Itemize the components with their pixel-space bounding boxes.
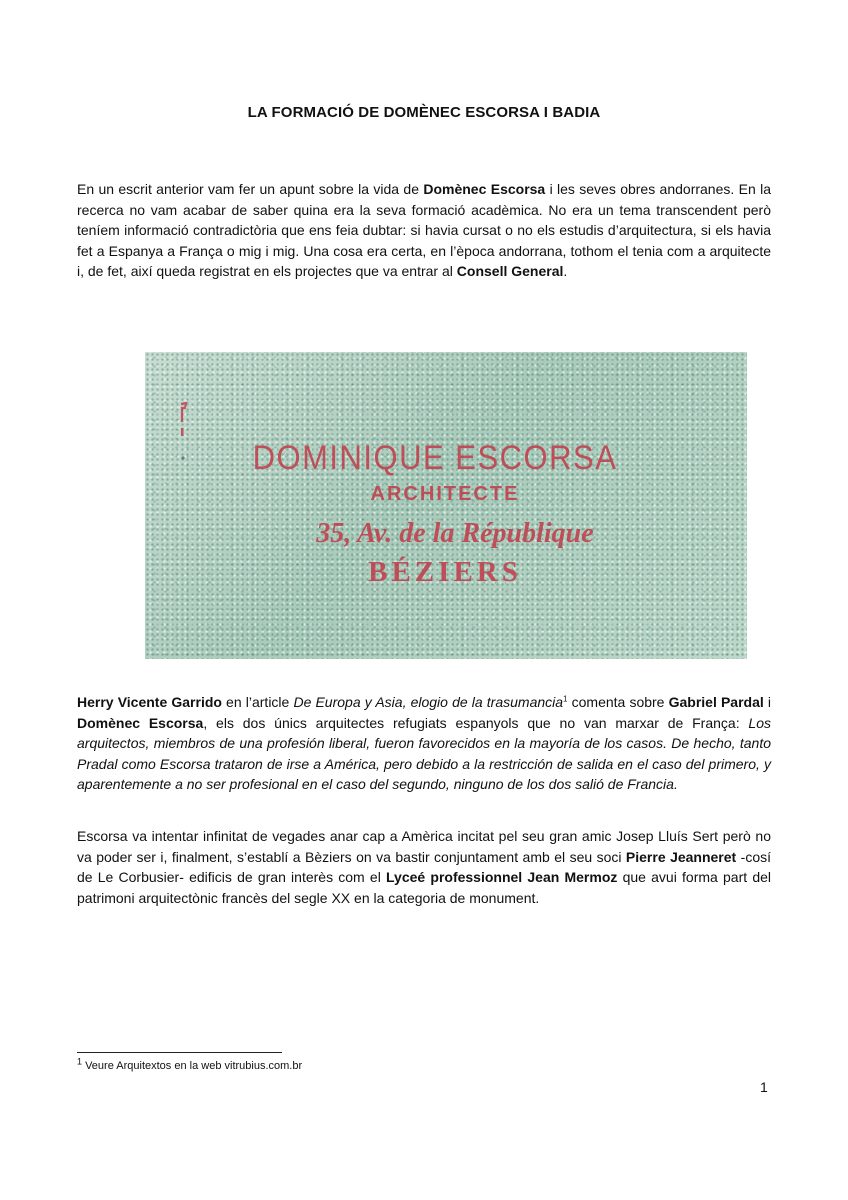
- text-run: -cosí de Le Corbusier- edificis de gran interès com el: [77, 848, 772, 886]
- italic-quote: Los arquitectos, miembros de una profesión liberal, fueron favorecidos en la mayoría de los casos. De hecho, tanto Pradal como Escorsa trataron de irse a América, pero debido a la restricción de salida en el caso del primero, y aparentemente a no ser profesional en el caso del segundo, ninguno de los dos salió de Francia.: [77, 714, 771, 793]
- stamp-profession: ARCHITECTE: [370, 483, 520, 505]
- bold-name: Lyceé professionnel Jean Mermoz: [386, 869, 618, 886]
- bold-name: Pierre Jeanneret: [625, 848, 737, 865]
- italic-title: De Europa y Asia, elogio de la trasumancia: [293, 694, 564, 710]
- footnote-text: Veure Arquitextos en la web vitrubius.com.br: [82, 1060, 303, 1072]
- text-run: i: [763, 694, 771, 710]
- stamp-photo: [145, 352, 747, 659]
- footnote: [77, 1056, 303, 1072]
- text-run: En un escrit anterior vam fer un apunt sobre la vida de: [77, 181, 424, 197]
- text-run: i les seves obres andorranes. En la recerca no vam acabar de saber quina era la seva formació acadèmica. No era un tema transcendent però teníem informació contradictòria que ens feia dubtar: si havia cursat o no els estudis d’arquitectura, si els havia fet a Espanya a França o mig i mig. Una cosa era certa, en l’època andorrana, tothom el tenia com a arquitecte i, de fet, així queda registrat en els projectes que va entrar al: [77, 181, 771, 280]
- ink-mark-decoration: [178, 402, 188, 462]
- text-run: que avui forma part del patrimoni arquitectònic francès del segle XX en la categoria de monument.: [77, 869, 771, 906]
- text-run: .: [563, 263, 568, 280]
- bold-name: Domènec Escorsa: [77, 714, 204, 731]
- footnote-marker: 1: [77, 1056, 83, 1067]
- footnote-divider: [77, 1052, 282, 1053]
- bold-name: Herry Vicente Garrido: [77, 694, 222, 710]
- article-paragraph: [77, 692, 771, 795]
- stamp-city: BÉZIERS: [368, 556, 522, 588]
- career-paragraph: [77, 826, 771, 908]
- footnote-reference: 1: [563, 694, 568, 704]
- bold-name: Domènec Escorsa: [423, 181, 546, 197]
- stamp-name: DOMINIQUE ESCORSA: [252, 438, 618, 477]
- text-run: en l’article: [221, 694, 294, 710]
- intro-paragraph: [77, 179, 771, 282]
- stamp-address: 35, Av. de la République: [316, 518, 594, 549]
- page-number: 1: [760, 1079, 768, 1095]
- text-run: comenta sobre: [567, 694, 669, 710]
- bold-name: Gabriel Pardal: [668, 694, 764, 710]
- page-title: LA FORMACIÓ DE DOMÈNEC ESCORSA I BADIA: [247, 104, 601, 121]
- bold-name: Consell General: [456, 263, 564, 280]
- text-run: Escorsa va intentar infinitat de vegades anar cap a Amèrica incitat pel seu gran amic Josep Lluís Sert però no va poder ser i, finalment, s’establí a Bèziers on va bastir conjuntament amb el seu soci: [77, 828, 771, 865]
- text-run: , els dos únics arquitectes refugiats espanyols que no van marxar de França:: [203, 714, 749, 731]
